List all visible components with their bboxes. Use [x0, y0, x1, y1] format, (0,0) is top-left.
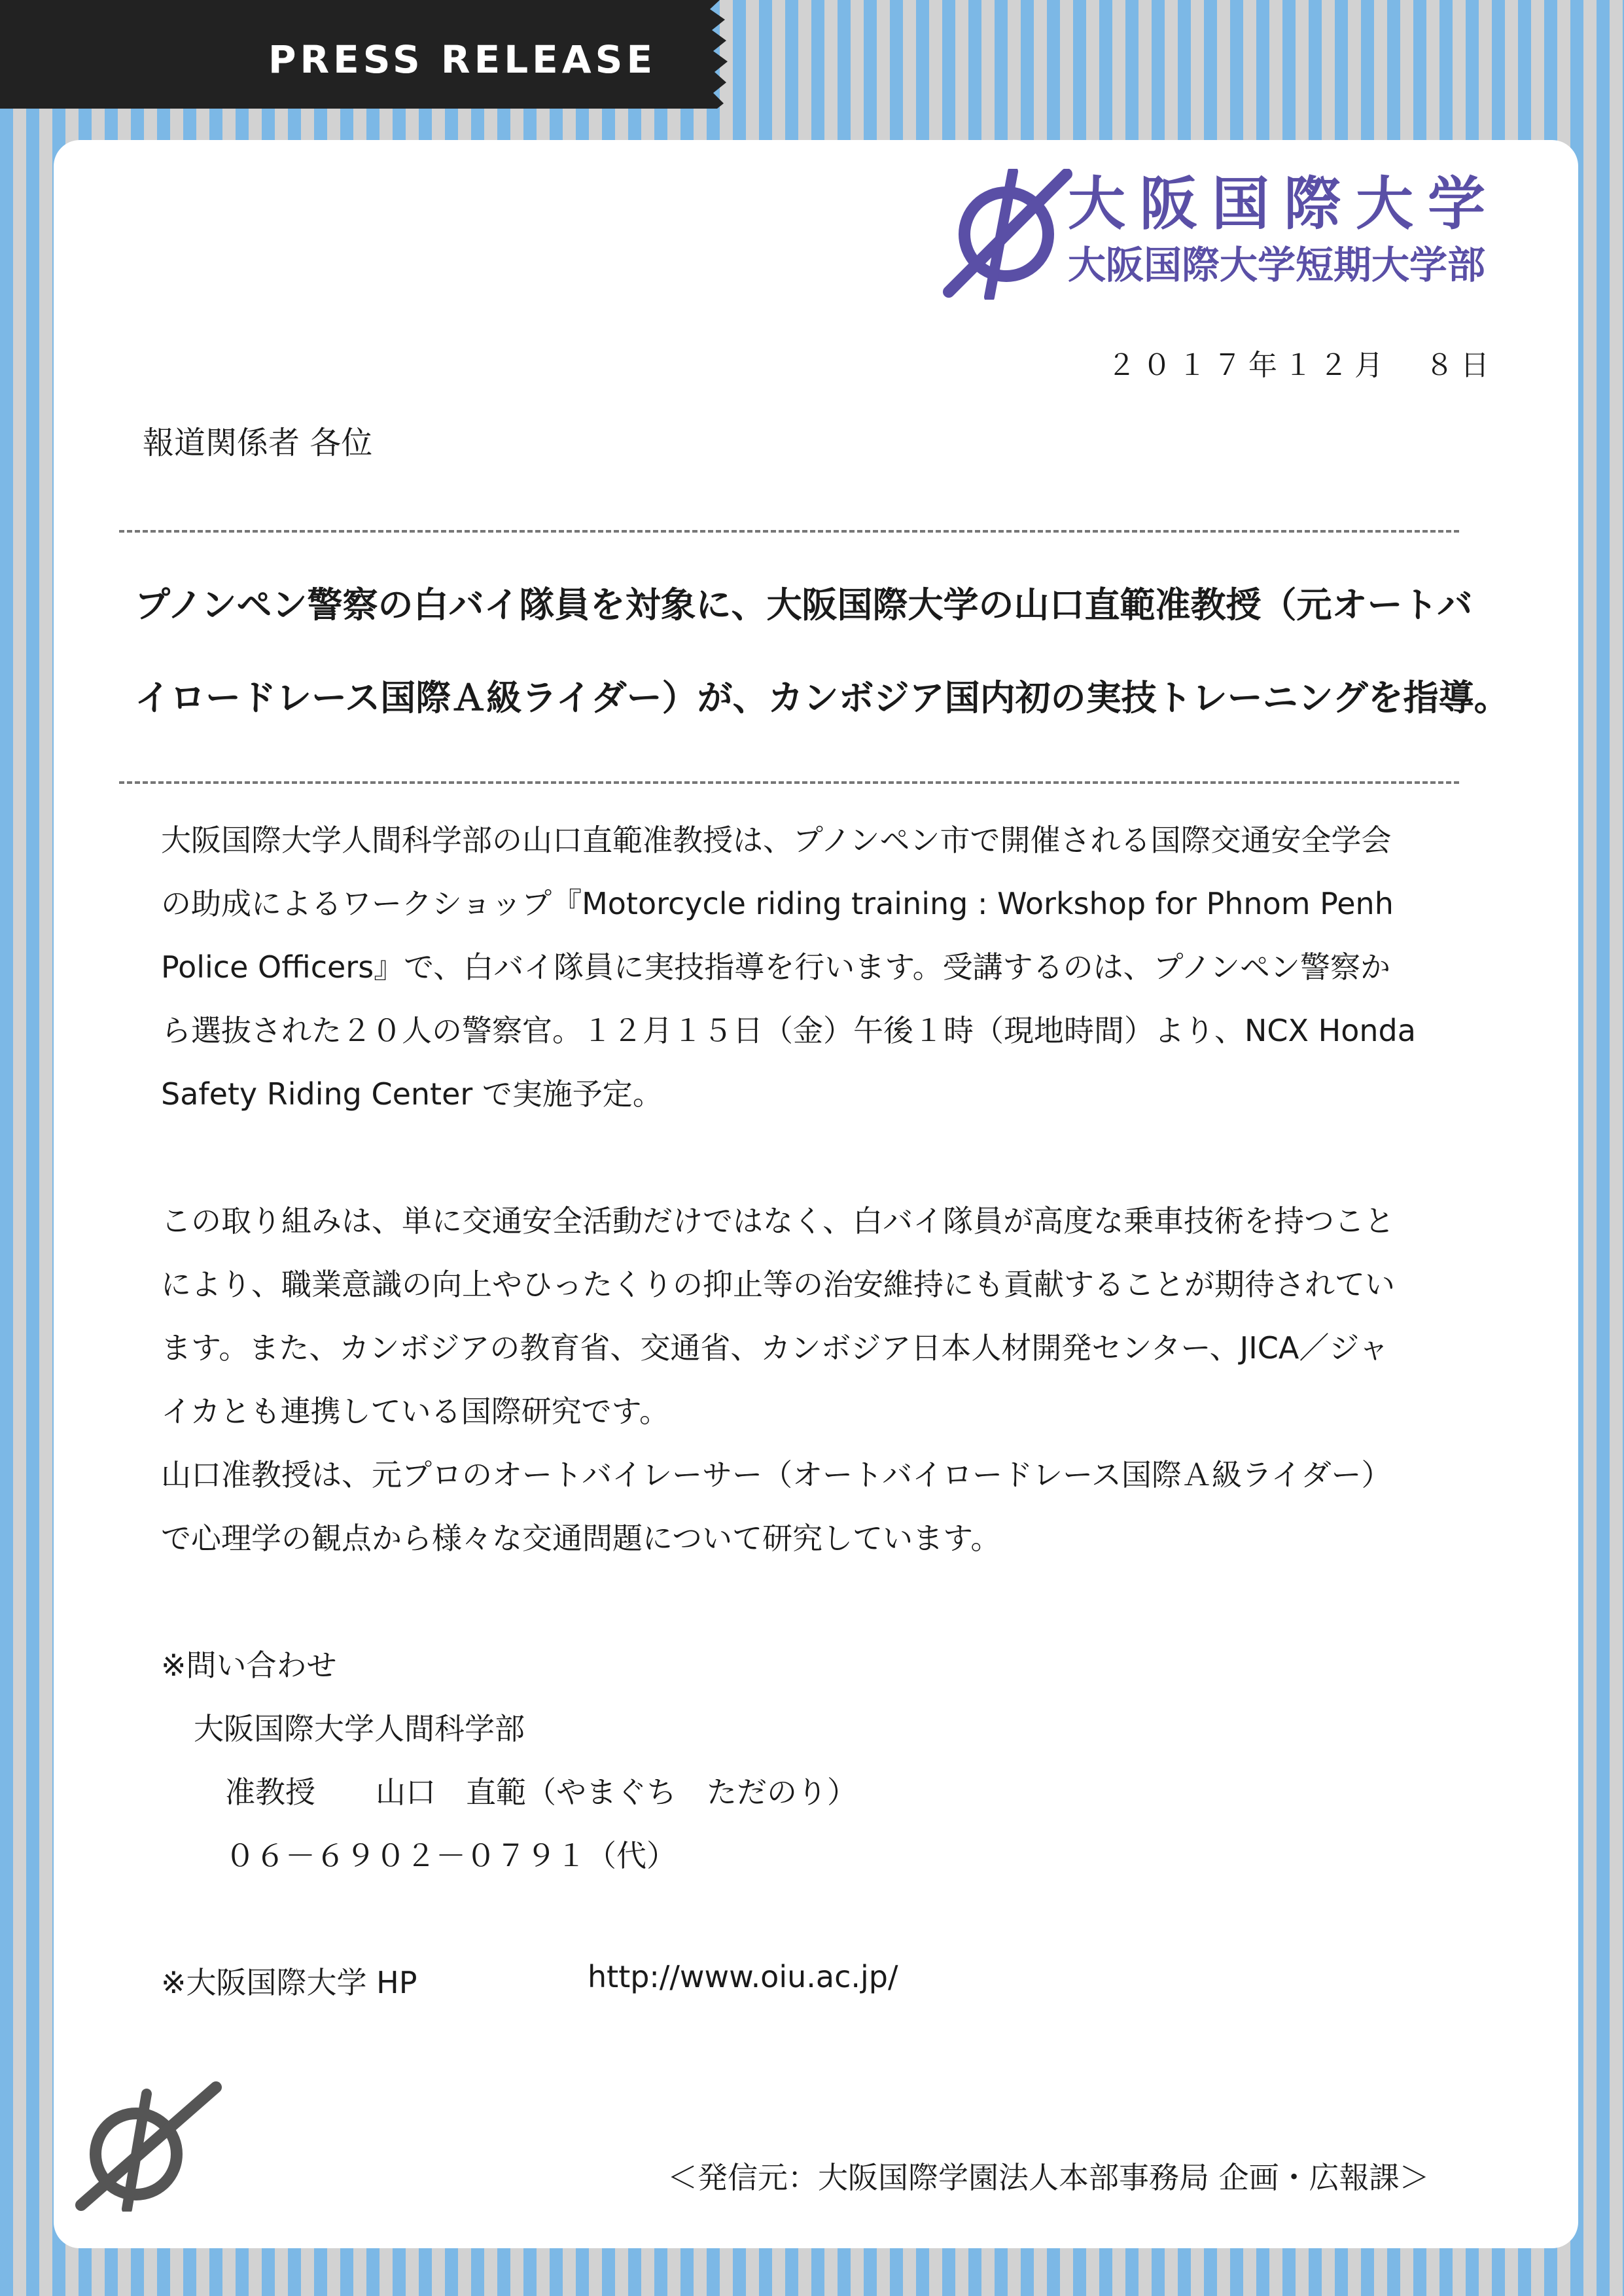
- banner-title: PRESS RELEASE: [268, 37, 657, 82]
- headline-line-2: イロードレース国際Ａ級ライダー）が、カンボジア国内初の実技トレーニングを指導。: [135, 677, 1509, 718]
- university-name: 大阪国際大学: [1068, 170, 1500, 238]
- release-date: ２０１７年１２月 ８日: [1107, 349, 1496, 382]
- website-label: ※大阪国際大学 HP: [161, 1965, 417, 2000]
- junior-college-name: 大阪国際大学短期大学部: [1068, 243, 1486, 287]
- body-p2-line: ます。また、カンボジアの教育省、交通省、カンボジア日本人材開発センター、JICA／ジャ: [161, 1330, 1389, 1366]
- recipient-line: 報道関係者 各位: [143, 425, 373, 461]
- contact-heading: ※問い合わせ: [161, 1648, 337, 1683]
- body-p1-line: ら選抜された２０人の警察官。１２月１５日（金）午後１時（現地時間）より、NCX Honda: [161, 1013, 1416, 1048]
- body-p1-line: Police Officers』で、白バイ隊員に実技指導を行います。受講するのは、プノンペン警察か: [161, 949, 1391, 985]
- sender-line: ＜発信元：大阪国際学園法人本部事務局 企画・広報課＞: [667, 2160, 1430, 2195]
- body-p2-line: で心理学の観点から様々な交通問題について研究しています。: [161, 1521, 1001, 1556]
- divider-bottom: [119, 781, 1459, 784]
- body-p2-line: この取り組みは、単に交通安全活動だけではなく、白バイ隊員が高度な乗車技術を持つこと: [161, 1203, 1395, 1239]
- body-p2-line: 山口准教授は、元プロのオートバイレーサー（オートバイロードレース国際Ａ級ライダー）: [161, 1457, 1392, 1492]
- body-p2-line: イカとも連携している国際研究です。: [161, 1394, 669, 1429]
- body-p1-line: 大阪国際大学人間科学部の山口直範准教授は、プノンペン市で開催される国際交通安全学会: [161, 822, 1392, 858]
- university-logo-icon: [929, 169, 1080, 300]
- body-p1-line: の助成によるワークショップ『Motorcycle riding training : Workshop for Phnom Penh: [161, 886, 1394, 921]
- body-p2-line: により、職業意識の向上やひったくりの抑止等の治安維持にも貢献することが期待されてい: [161, 1267, 1395, 1302]
- website-link[interactable]: http://www.oiu.ac.jp/: [588, 1959, 898, 1994]
- footer-logo-icon: [71, 2081, 222, 2212]
- headline-line-1: プノンペン警察の白バイ隊員を対象に、大阪国際大学の山口直範准教授（元オートバ: [135, 584, 1473, 626]
- divider-top: [119, 530, 1459, 533]
- contact-phone: ０６－６９０２－０７９１（代）: [225, 1838, 677, 1873]
- body-p1-line: Safety Riding Center で実施予定。: [161, 1076, 663, 1112]
- contact-person: 准教授 山口 直範（やまぐち ただのり）: [225, 1775, 857, 1810]
- contact-department: 大阪国際大学人間科学部: [194, 1711, 525, 1746]
